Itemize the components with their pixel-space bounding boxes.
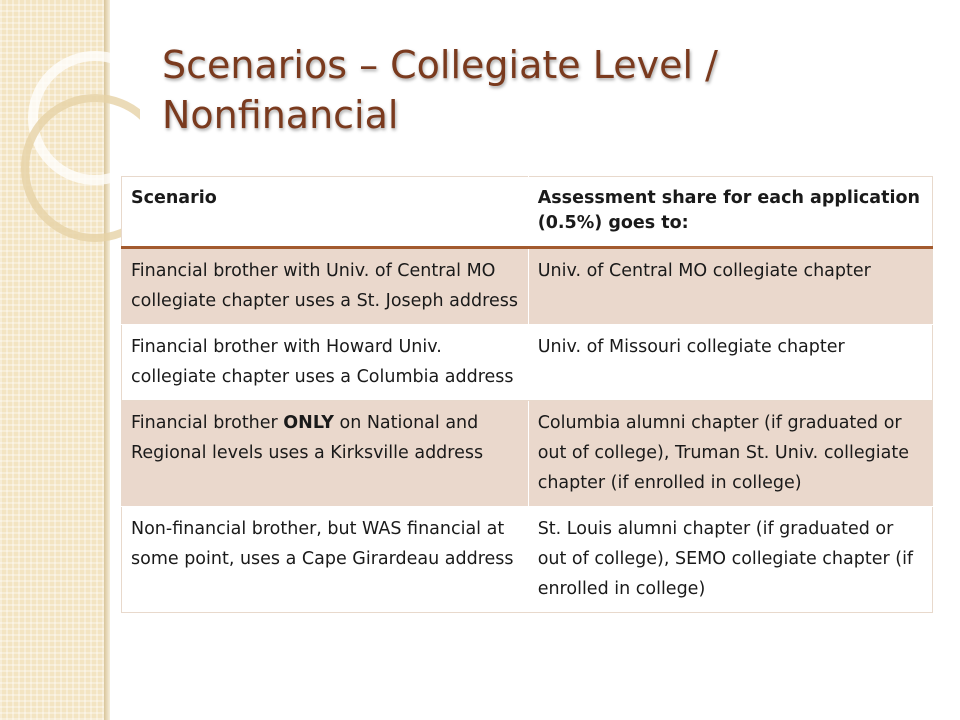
scenario-cell bbox=[122, 401, 529, 507]
scenarios-table bbox=[121, 176, 933, 613]
scenario-emphasis: ONLY bbox=[283, 413, 334, 433]
scenario-cell: Non-financial brother, but WAS financial at some point, uses a Cape Girardeau address bbox=[122, 507, 529, 613]
table-row bbox=[122, 248, 933, 325]
table-header-row bbox=[122, 177, 933, 248]
slide-title: Scenarios – Collegiate Level / Nonfinancial bbox=[162, 43, 718, 137]
scenario-cell: Financial brother with Univ. of Central MO collegiate chapter uses a St. Joseph address bbox=[122, 248, 529, 325]
goes-to-cell: Univ. of Missouri collegiate chapter bbox=[528, 325, 932, 401]
column-header-scenario: Scenario bbox=[122, 177, 529, 248]
goes-to-cell: Columbia alumni chapter (if graduated or out of college), Truman St. Univ. collegiate chapter (if enrolled in college) bbox=[528, 401, 932, 507]
scenario-text-start: Financial brother bbox=[131, 413, 284, 433]
goes-to-cell: St. Louis alumni chapter (if graduated or out of college), SEMO collegiate chapter (if enrolled in college) bbox=[528, 507, 932, 613]
scenario-cell: Financial brother with Howard Univ. collegiate chapter uses a Columbia address bbox=[122, 325, 529, 401]
goes-to-cell: Univ. of Central MO collegiate chapter bbox=[528, 248, 932, 325]
table-row bbox=[122, 507, 933, 613]
column-header-assessment-share: Assessment share for each application (0.5%) goes to: bbox=[528, 177, 932, 248]
decorative-rings bbox=[0, 0, 140, 260]
table-row bbox=[122, 325, 933, 401]
scenario-text-end: on National and Regional levels uses a Kirksville address bbox=[131, 413, 484, 463]
table-row bbox=[122, 401, 933, 507]
